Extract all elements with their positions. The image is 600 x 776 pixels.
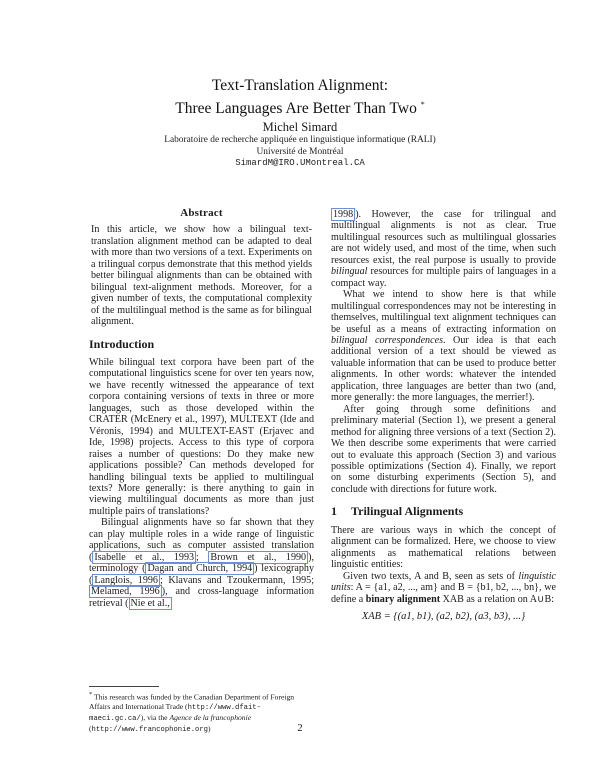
section-1-paragraph-2: Given two texts, A and B, seen as sets of linguistic units: A = {a1, a2, ..., am} and B = {b1, b2, ..., bn}, we define a binary alignment XAB as a relation on A∪B: [331, 570, 556, 605]
intro-paragraph-2-continued: 1998 ). However, the case for trilingual and multilingual alignments is not as clear. True multilingual resources such as multilingual glossaries are not widely used, and most of the time, when such resources exist, the real purpose is usually to provide bilingual resources for multiple pairs of languages in a compact way. [331, 209, 556, 289]
author-name: Michel Simard [262, 120, 338, 134]
citation-link-dagan[interactable]: Dagan and Church, 1994 [147, 563, 253, 575]
abstract-text: In this article, we show how a bilingual text-translation alignment method can be adapted to deal with more than two versions of a text. Experiments on a trilingual corpus demonstrate that this method yields better bilingual alignments than can be obtained with bilingual text-alignment methods. Moreover, for a given number of texts, the computational complexity of the multilingual method is the same as for bilingual alignment. [91, 224, 312, 328]
paper-title [100, 76, 500, 118]
section-1-paragraph-1: There are various ways in which the concept of alignment can be formalized. Here, we choose to view alignments as mathematical relations between linguistic entities: [331, 524, 556, 571]
affiliation-lab: Laboratoire de recherche appliquée en linguistique informatique (RALI) [164, 135, 436, 145]
title-footnote-marker: * [420, 100, 425, 109]
footnote-url-francophonie[interactable]: http://www.francophonie.org [91, 726, 208, 735]
right-column [331, 209, 556, 622]
section-1-title: Trilingual Alignments [351, 504, 464, 519]
footnote-marker: * [89, 691, 93, 698]
section-1-heading [331, 506, 556, 517]
intro-paragraph-4: After going through some definitions and preliminary material (Section 1), we present a general method for aligning three versions of a text (Section 2). We then describe some experiments that were carried out to evaluate this approach (Section 3) and various possible optimizations (Section 4). Finally, we report on some disturbing experiments (Section 5), and conclude with directions for future work. [331, 403, 556, 495]
footnote-url-dfait[interactable]: http://www.dfait-maeci.gc.ca/ [89, 703, 261, 723]
left-column [89, 208, 314, 609]
intro-paragraph-2: Bilingual alignments have so far shown that they can play multiple roles in a wide range of linguistic applications, such as computer assisted translation ( Isabelle et al., 1993 ; Brown et al., 1990 ), terminology ( Dagan and Church, 1994 ) lexicography ( Langlois, 1996 ; Klavans and Tzoukermann, 1995; Melamed, 1996 ), and cross-language information retrieval ( Nie et al., [89, 517, 315, 609]
footnote-agency: Agence de la francophonie [169, 712, 252, 722]
affiliation-university: Université de Montréal [256, 146, 344, 157]
citation-link-nie-year[interactable]: 1998 [333, 209, 354, 220]
section-1-number: 1 [331, 504, 337, 519]
alignment-equation: XAB = {(a1, b1), (a2, b2), (a3, b3), ...} [361, 610, 526, 622]
footnote-rule [89, 686, 159, 687]
footnote: * This research was funded by the Canadian Department of Foreign Affairs and International Trade (http://www.dfait-maeci.gc.ca/), via the Agence de la francophonie (http://www.francophonie.org) [89, 686, 314, 735]
author-email: SimardM@IRO.UMontreal.CA [235, 158, 365, 168]
citation-link-brown[interactable]: Brown et al., 1990 [210, 551, 307, 563]
citation-link-melamed[interactable]: Melamed, 1996 [91, 586, 160, 598]
intro-paragraph-1: While bilingual text corpora have been part of the computational linguistics scene for over ten years now, we have recently witnessed the appearance of text corpora containing versions of texts in three or more languages, such as those developed within the CRATER (McEnery et al., 1997), MULTEXT (Ide and Véronis, 1994) and MULTEXT-EAST (Erjavec and Ide, 1998) projects. Access to this type of corpora raises a number of questions: Do they make new applications possible? Can methods developed for handling bilingual texts be applied to multilingual texts? More generally: is there anything to gain in viewing multilingual documents as more than just multiple pairs of translations? [89, 356, 314, 517]
intro-paragraph-3: What we intend to show here is that while multilingual correspondences may not be interesting in themselves, multilingual text alignment techniques can be useful as a means of extracting information on bilingual correspondences. Our idea is that each additional version of a text should be viewed as valuable information that can be used to produce better alignments. In other words: whatever the intended application, three languages are better than two (and, more generally: the more languages, the merrier!). [331, 289, 556, 404]
citation-link-isabelle[interactable]: Isabelle et al., 1993 [94, 551, 195, 563]
introduction-heading: Introduction [89, 336, 155, 351]
page-number: 2 [297, 723, 303, 734]
affiliation [80, 135, 520, 170]
title-line-2: Three Languages Are Better Than Two [175, 100, 417, 118]
abstract-heading: Abstract [180, 207, 223, 219]
citation-link-langlois[interactable]: Langlois, 1996 [94, 574, 158, 586]
title-line-1: Text-Translation Alignment: [211, 77, 389, 94]
citation-link-nie[interactable]: Nie et al., [130, 597, 170, 609]
